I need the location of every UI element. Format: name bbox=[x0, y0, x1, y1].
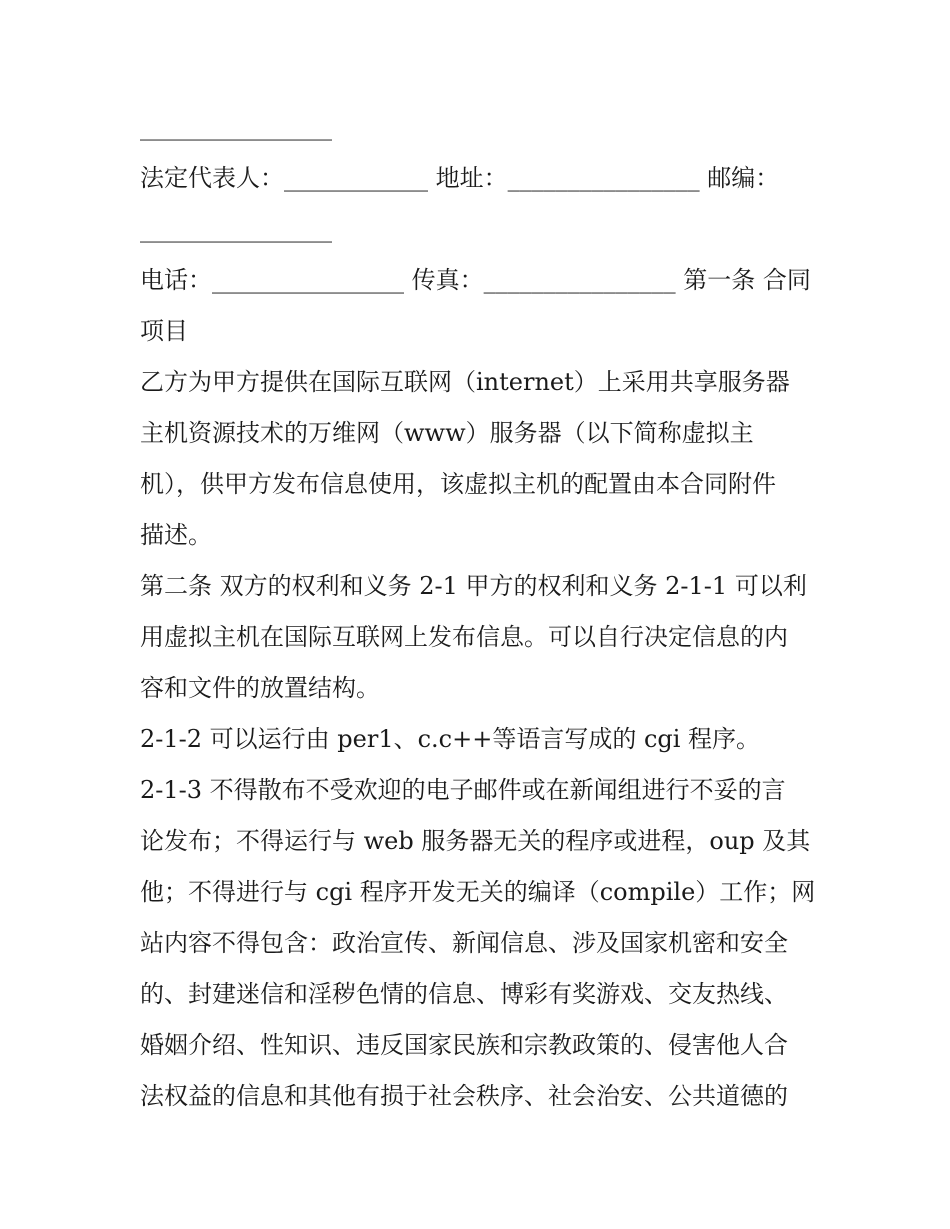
blank-line: ________________ bbox=[140, 113, 332, 141]
text-line: 婚姻介绍、性知识、违反国家民族和宗教政策的、侵害他人合 bbox=[140, 1031, 788, 1059]
text-line: 他；不得进行与 cgi 程序开发无关的编译（compile）工作；网 bbox=[140, 878, 816, 906]
document-body bbox=[140, 102, 816, 1122]
phone-fax-line: 电话：________________ 传真：________________ 第一条 合同 bbox=[140, 266, 811, 294]
text-line: 主机资源技术的万维网（www）服务器（以下简称虚拟主 bbox=[140, 419, 754, 447]
text-line: 站内容不得包含：政治宣传、新闻信息、涉及国家机密和安全 bbox=[140, 929, 788, 957]
text-line: 容和文件的放置结构。 bbox=[140, 674, 380, 702]
text-line: 机），供甲方发布信息使用，该虚拟主机的配置由本合同附件 bbox=[140, 470, 776, 498]
text-line: 乙方为甲方提供在国际互联网（internet）上采用共享服务器 bbox=[140, 368, 790, 396]
text-line: 描述。 bbox=[140, 521, 212, 549]
text-line: 论发布；不得运行与 web 服务器无关的程序或进程，oup 及其 bbox=[140, 827, 811, 855]
legal-rep-address-postcode-line: 法定代表人：____________ 地址：________________ 邮编： bbox=[140, 164, 780, 192]
text-line: 的、封建迷信和淫秽色情的信息、博彩有奖游戏、交友热线、 bbox=[140, 980, 788, 1008]
text-line: 项目 bbox=[140, 317, 188, 345]
text-line: 法权益的信息和其他有损于社会秩序、社会治安、公共道德的 bbox=[140, 1082, 788, 1110]
clause-2-1-2-line: 2-1-2 可以运行由 per1、c.c++等语言写成的 cgi 程序。 bbox=[140, 725, 761, 753]
article-two-line: 第二条 双方的权利和义务 2-1 甲方的权利和义务 2-1-1 可以利 bbox=[140, 572, 807, 600]
blank-line: ________________ bbox=[140, 215, 332, 243]
text-line: 用虚拟主机在国际互联网上发布信息。可以自行决定信息的内 bbox=[140, 623, 788, 651]
clause-2-1-3-line: 2-1-3 不得散布不受欢迎的电子邮件或在新闻组进行不妥的言 bbox=[140, 776, 786, 804]
